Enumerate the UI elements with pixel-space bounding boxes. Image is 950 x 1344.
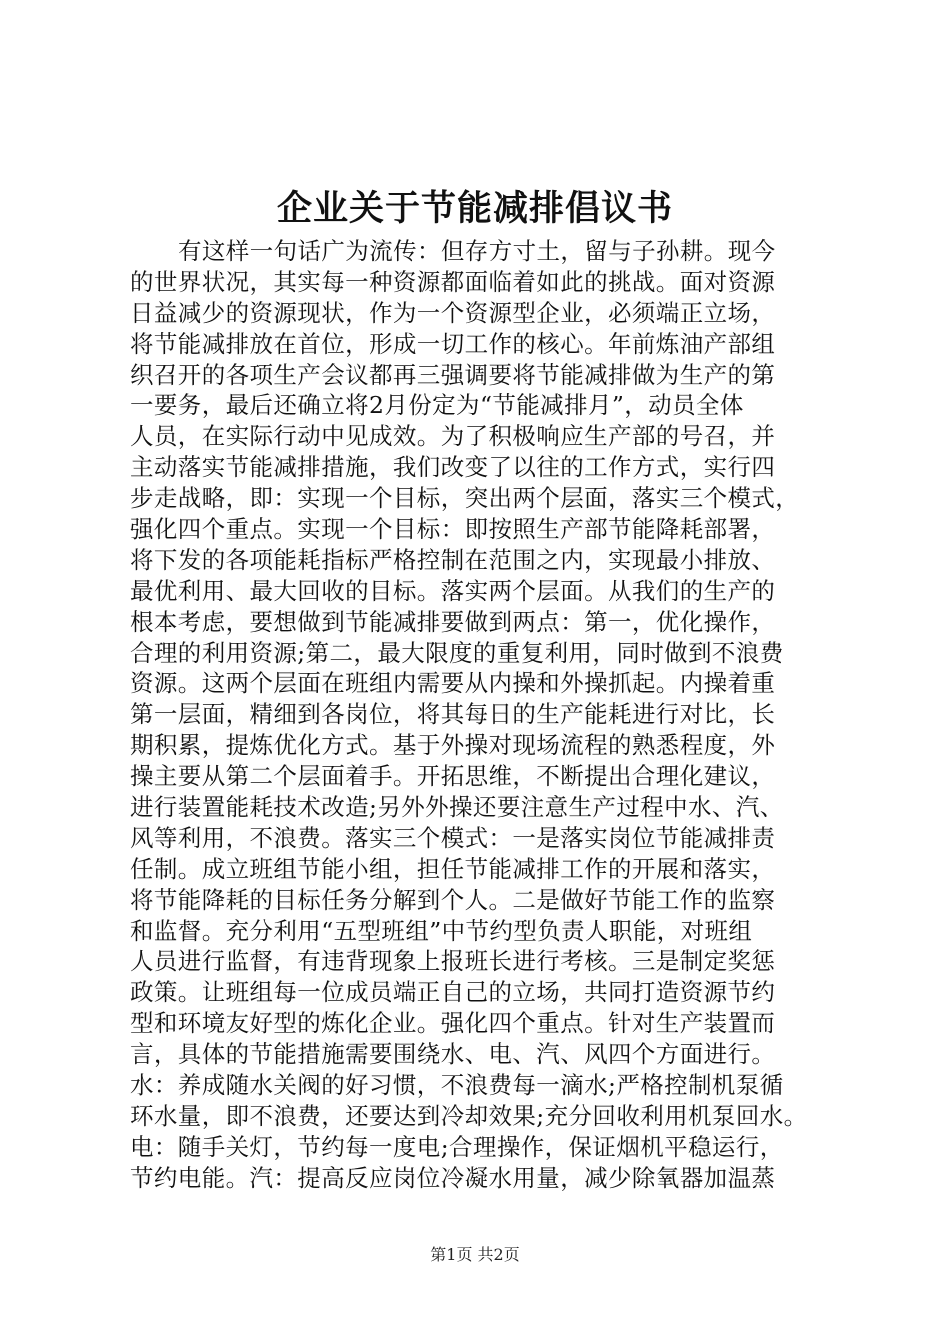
text-line: 人员进行监督，有违背现象上报班长进行考核。三是制定奖惩 <box>130 947 776 976</box>
text-line: 的世界状况，其实每一种资源都面临着如此的挑战。面对资源 <box>130 267 776 296</box>
text-line: 将节能降耗的目标任务分解到个人。二是做好节能工作的监察 <box>130 885 776 914</box>
text-line: 有这样一句话广为流传：但存方寸土，留与子孙耕。现今 <box>178 237 776 265</box>
text-line: 风等利用，不浪费。落实三个模式：一是落实岗位节能减排责 <box>130 823 776 852</box>
text-line: 第一层面，精细到各岗位，将其每日的生产能耗进行对比，长 <box>130 700 776 729</box>
text-line: 最优利用、最大回收的目标。落实两个层面。从我们的生产的 <box>130 576 776 605</box>
text-line: 主动落实节能减排措施，我们改变了以往的工作方式，实行四 <box>130 453 776 482</box>
page-title: 企业关于节能减排倡议书 <box>276 188 673 229</box>
text-line: 将节能减排放在首位，形成一切工作的核心。年前炼油产部组 <box>130 329 776 358</box>
page-footer: 第1页 共2页 <box>430 1245 520 1264</box>
text-line: 合理的利用资源;第二，最大限度的重复利用，同时做到不浪费 <box>130 638 784 667</box>
text-line: 言，具体的节能措施需要围绕水、电、汽、风四个方面进行。 <box>130 1040 776 1069</box>
text-line: 步走战略，即：实现一个目标，突出两个层面，落实三个模式， <box>130 484 800 513</box>
text-line: 电：随手关灯，节约每一度电;合理操作，保证烟机平稳运行， <box>130 1132 784 1161</box>
text-line: 型和环境友好型的炼化企业。强化四个重点。针对生产装置而 <box>130 1009 776 1038</box>
text-line: 日益减少的资源现状，作为一个资源型企业，必须端正立场， <box>130 298 776 327</box>
text-line: 期积累，提炼优化方式。基于外操对现场流程的熟悉程度，外 <box>130 731 776 760</box>
text-line: 水：养成随水关阀的好习惯，不浪费每一滴水;严格控制机泵循 <box>130 1071 784 1100</box>
text-line: 任制。成立班组节能小组，担任节能减排工作的开展和落实， <box>130 854 776 883</box>
text-line: 和监督。充分利用“五型班组”中节约型负责人职能，对班组 <box>130 916 753 945</box>
text-line: 将下发的各项能耗指标严格控制在范围之内，实现最小排放、 <box>130 545 776 574</box>
text-line: 节约电能。汽：提高反应岗位冷凝水用量，减少除氧器加温蒸 <box>130 1163 776 1192</box>
body-paragraph <box>130 236 830 1194</box>
text-line: 强化四个重点。实现一个目标：即按照生产部节能降耗部署， <box>130 515 776 544</box>
text-line: 政策。让班组每一位成员端正自己的立场，共同打造资源节约 <box>130 978 776 1007</box>
text-line: 人员，在实际行动中见成效。为了积极响应生产部的号召，并 <box>130 422 776 451</box>
text-line: 根本考虑，要想做到节能减排要做到两点：第一，优化操作， <box>130 607 776 636</box>
text-line: 进行装置能耗技术改造;另外外操还要注意生产过程中水、汽、 <box>130 793 784 822</box>
text-line: 操主要从第二个层面着手。开拓思维，不断提出合理化建议， <box>130 762 776 791</box>
text-line: 一要务，最后还确立将2月份定为“节能减排月”，动员全体 <box>130 391 744 420</box>
text-line: 资源。这两个层面在班组内需要从内操和外操抓起。内操着重 <box>130 669 776 698</box>
text-line: 环水量，即不浪费，还要达到冷却效果;充分回收利用机泵回水。 <box>130 1101 808 1130</box>
text-line: 织召开的各项生产会议都再三强调要将节能减排做为生产的第 <box>130 360 776 389</box>
